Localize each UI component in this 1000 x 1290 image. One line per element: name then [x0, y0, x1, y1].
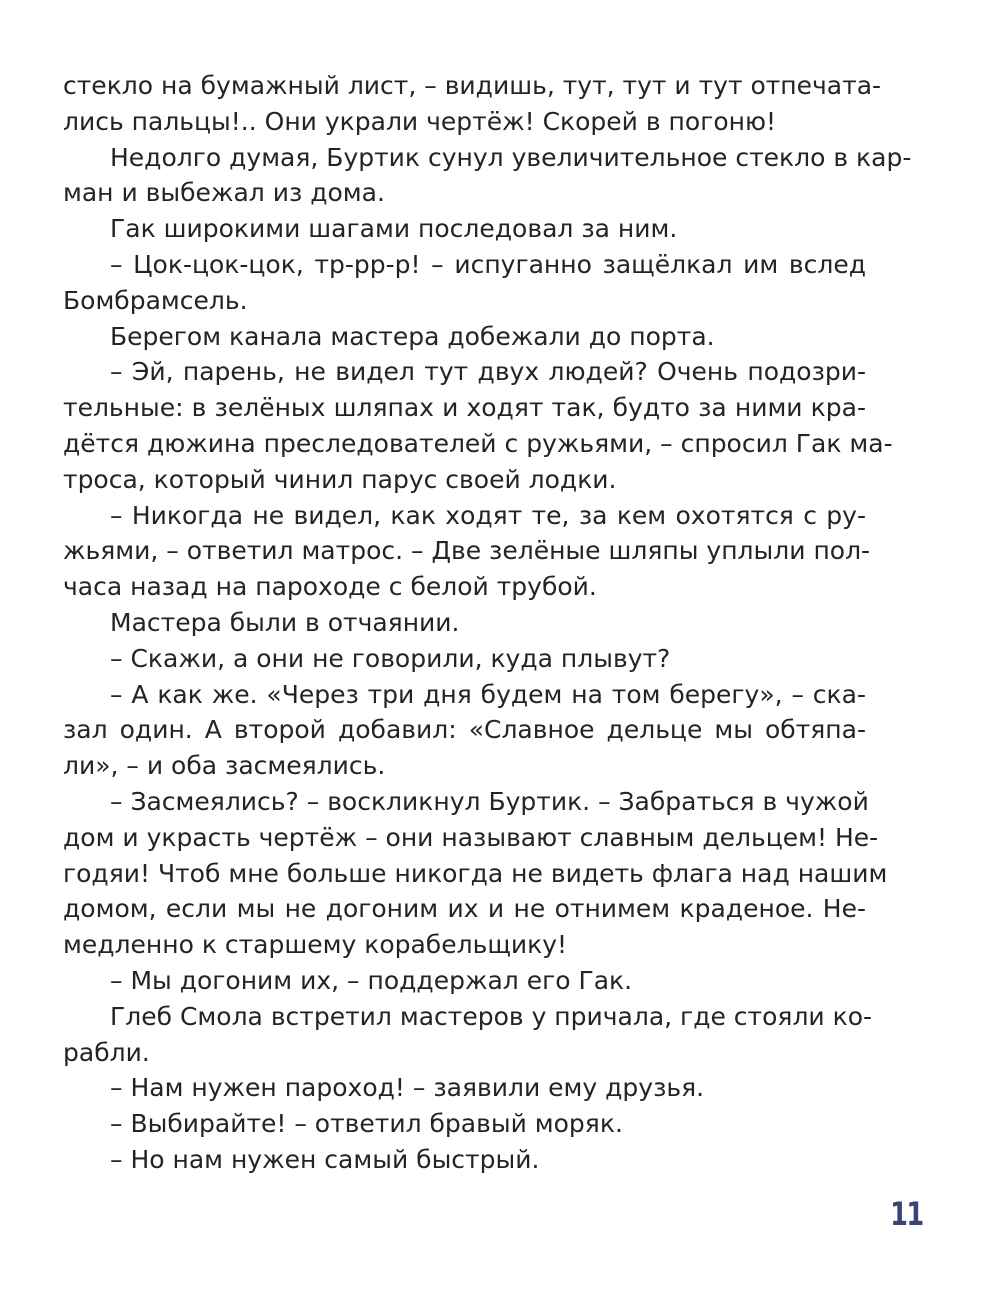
text-line: стекло на бумажный лист, – видишь, тут, тут и тут отпечата- — [63, 71, 882, 100]
text-line: Бомбрамсель. — [63, 285, 248, 315]
text-line: ли», – и оба засмеялись. — [63, 751, 386, 781]
text-line: часа назад на пароходе с белой трубой. — [63, 572, 597, 602]
text-line: троса, который чинил парус своей лодки. — [63, 464, 617, 494]
text-line: лись пальцы!.. Они украли чертёж! Скорей в погоню! — [63, 106, 777, 136]
text-line: Мастера были в отчаянии. — [110, 607, 460, 637]
text-line: домом, если мы не догоним их и не отнимем краденое. Не- — [63, 894, 866, 924]
text-line: – Нам нужен пароход! – заявили ему друзья. — [110, 1073, 705, 1103]
body-text — [63, 68, 912, 1178]
text-line: – Эй, парень, не видел тут двух людей? Очень подозри- — [110, 357, 866, 387]
text-line: Гак широкими шагами последовал за ним. — [110, 214, 678, 244]
text-line: – Но нам нужен самый быстрый. — [110, 1144, 540, 1174]
text-line: – Засмеялись? – воскликнул Буртик. – Забраться в чужой — [110, 786, 869, 816]
text-line: тельные: в зелёных шляпах и ходят так, будто за ними кра- — [63, 393, 866, 423]
text-line: ман и выбежал из дома. — [63, 178, 385, 208]
text-line: медленно к старшему корабельщику! — [63, 930, 568, 960]
text-line: Глеб Смола встретил мастеров у причала, где стояли ко- — [110, 1001, 873, 1031]
text-line: Берегом канала мастера добежали до порта. — [110, 321, 715, 351]
text-line: – Цок-цок-цок, тр-рр-р! – испуганно защёлкал им вслед — [110, 249, 866, 279]
text-line: Недолго думая, Буртик сунул увеличительное стекло в кар- — [110, 142, 912, 172]
text-line: зал один. А второй добавил: «Славное дельце мы обтяпа- — [63, 715, 866, 745]
page-number: 11 — [890, 1195, 923, 1233]
text-line: годяи! Чтоб мне больше никогда не видеть флага над нашим — [63, 858, 888, 888]
text-line: жьями, – ответил матрос. – Две зелёные шляпы уплыли пол- — [63, 536, 871, 566]
text-line: рабли. — [63, 1037, 150, 1067]
text-line: – Никогда не видел, как ходят те, за кем охотятся с ру- — [110, 500, 866, 530]
text-line: дом и украсть чертёж – они называют славным дельцем! Не- — [63, 822, 879, 852]
text-line: – Скажи, а они не говорили, куда плывут? — [110, 643, 671, 673]
text-line: – А как же. «Через три дня будем на том берегу», – ска- — [110, 679, 866, 709]
text-line: – Мы догоним их, – поддержал его Гак. — [110, 965, 633, 995]
text-line: – Выбирайте! – ответил бравый моряк. — [110, 1109, 623, 1139]
text-line: дётся дюжина преследователей с ружьями, – спросил Гак ма- — [63, 428, 893, 458]
